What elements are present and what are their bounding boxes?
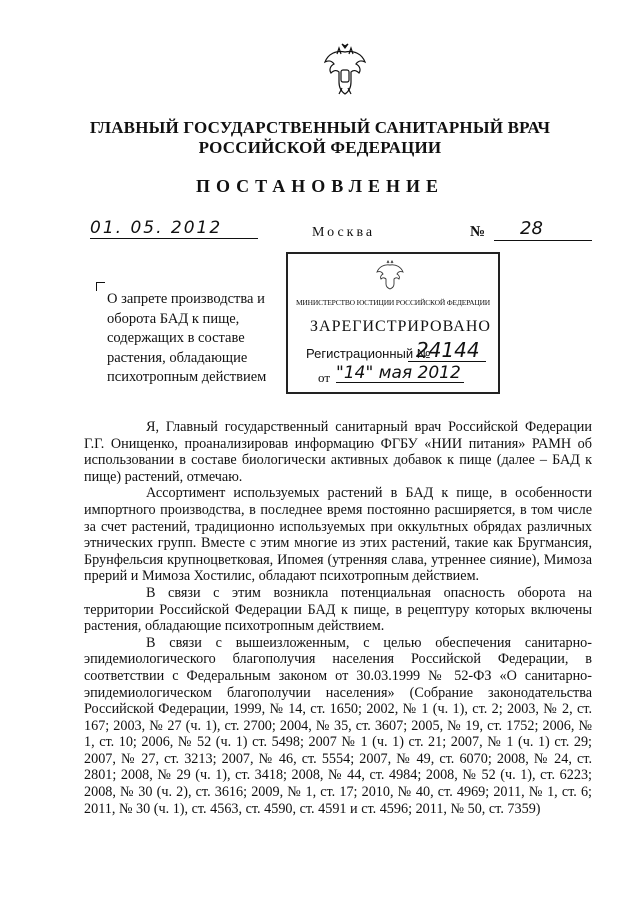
stamp-ministry-name: МИНИСТЕРСТВО ЮСТИЦИИ РОССИЙСКОЙ ФЕДЕРАЦИИ <box>295 298 491 307</box>
body-paragraph-1: Я, Главный государственный санитарный врач Российской Федерации Г.Г. Онищенко, проанализировав информацию ФГБУ «НИИ питания» РАМН об использовании в составе биологически активных добавок к пище (далее – БАД к пище) растений, отмечаю. <box>84 419 592 485</box>
stamp-registered-label: ЗАРЕГИСТРИРОВАНО <box>310 318 491 335</box>
stamp-number-underline <box>408 361 486 362</box>
authority-title-line2: РОССИЙСКОЙ ФЕДЕРАЦИИ <box>198 138 442 157</box>
stamp-registration-number-label: Регистрационный № <box>306 346 431 361</box>
body-paragraph-3: В связи с этим возникла потенциальная опасность оборота на территории Российской Федерации БАД к пище, в рецептуру которых включены растения, обладающие психотропным действием. <box>84 584 592 635</box>
document-number: 28 <box>520 218 543 239</box>
authority-title-line1: ГЛАВНЫЙ ГОСУДАРСТВЕННЫЙ САНИТАРНЫЙ ВРАЧ <box>89 118 551 137</box>
stamp-from-label: от <box>318 370 331 385</box>
body-paragraph-4: В связи с вышеизложенным, с целью обеспечения санитарно-эпидемиологического благополучия населения Российской Федерации, в соответствии с Федеральным законом от 30.03.1999 № 52-ФЗ «О санитарно-эпидемиологическом благополучии населения» (Собрание законодательства Российской Федерации, 1999, № 14, ст. 1650; 2002, № 1 (ч. 1), ст. 2; 2003, № 2, ст. 167; 2003, № 27 (ч. 1), ст. 2700; 2004, № 35, ст. 3607; 2005, № 19, ст. 1752; 2006, № 1, ст. 10; 2006, № 52 (ч. 1) ст. 5498; 2007 № 1 (ч. 1) ст. 21; 2007, № 1 (ч. 1) ст. 29; 2007, № 27, ст. 3213; 2007, № 46, ст. 5554; 2007, № 49, ст. 6070; 2008, № 24, ст. 2801; 2008, № 29 (ч. 1), ст. 3418; 2008, № 44, ст. 4984; 2008, № 52 (ч. 1), ст. 6223; 2008, № 30 (ч. 2), ст. 3616; 2009, № 1, ст. 17; 2010, № 40, ст. 4969; 2011, № 1, ст. 6; 2011, № 30 (ч. 1), ст. 4563, ст. 4590, ст. 4591 и ст. 4596; 2011, № 50, ст. 7359) <box>84 634 592 817</box>
registration-stamp <box>286 252 500 394</box>
stamp-registration-date: "14" мая 2012 <box>336 363 461 383</box>
stamp-registration-number: 24144 <box>416 338 480 362</box>
document-subject: О запрете производства и оборота БАД к пище, содержащих в составе растения, обладающие психотропным действием <box>107 291 267 385</box>
body-paragraph-2: Ассортимент используемых растений в БАД к пище, в особенности импортного производства, в последнее время постоянно расширяется, в том числе за счет растений, традиционно используемых при оккультных обрядах различных этнических групп. Вместе с этим многие из этих растений, такие как Бругмансия, Брунфельсия крупноцветковая, Ипомея (утренняя слава, утреннее сияние), Мимоза прерий и Мимоза Хостилис, обладают психотропным действием. <box>84 485 592 585</box>
document-body <box>84 419 592 817</box>
number-sign: № <box>470 224 486 240</box>
stamp-emblem-icon <box>374 260 406 290</box>
number-underline <box>494 240 592 241</box>
subject-corner-bracket <box>96 282 105 291</box>
coat-of-arms-emblem-icon <box>322 42 368 96</box>
date-underline <box>90 238 258 239</box>
document-type-heading: ПОСТАНОВЛЕНИЕ <box>195 176 445 196</box>
stamp-date-underline <box>336 382 464 383</box>
document-city: Москва <box>312 225 376 240</box>
document-date: 01. 05. 2012 <box>90 218 223 238</box>
